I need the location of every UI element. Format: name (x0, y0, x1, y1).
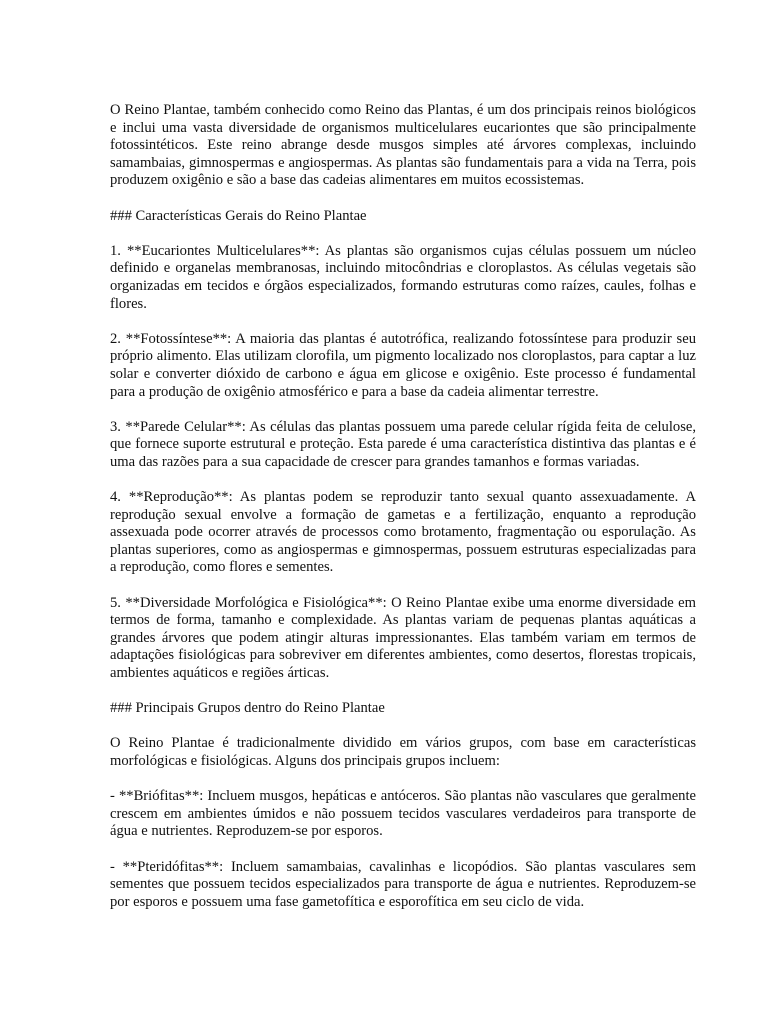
group-paragraph: - **Pteridófitas**: Incluem samambaias, cavalinhas e licopódios. São plantas vasculares sem sementes que possuem tecidos especializados para transporte de água e nutrientes. Reproduzem-se por esporos e possuem uma fase gametofítica e esporofítica em seu ciclo de vida. (110, 858, 696, 910)
groups-intro-paragraph: O Reino Plantae é tradicionalmente dividido em vários grupos, com base em características morfológicas e fisiológicas. Alguns dos principais grupos incluem: (110, 735, 696, 769)
section-heading-characteristics: ### Características Gerais do Reino Plantae (110, 207, 367, 224)
characteristic-paragraph: 2. **Fotossíntese**: A maioria das plantas é autotrófica, realizando fotossíntese para produzir seu próprio alimento. Elas utilizam clorofila, um pigmento localizado nos cloroplastos, para captar a luz solar e converter dióxido de carbono e água em glicose e oxigênio. Este processo é fundamental para a produção de oxigênio atmosférico e para a base da cadeia alimentar terrestre. (110, 330, 696, 400)
characteristic-paragraph: 3. **Parede Celular**: As células das plantas possuem uma parede celular rígida feita de celulose, que fornece suporte estrutural e proteção. Esta parede é uma característica distintiva das plantas e é uma das razões para a sua capacidade de crescer para grandes tamanhos e formas variadas. (110, 418, 696, 470)
characteristic-paragraph: 5. **Diversidade Morfológica e Fisiológica**: O Reino Plantae exibe uma enorme diversidade em termos de forma, tamanho e complexidade. As plantas variam de pequenas plantas aquáticas a grandes árvores que podem atingir alturas impressionantes. Elas também variam em termos de adaptações fisiológicas para sobreviver em diferentes ambientes, como desertos, florestas tropicais, ambientes aquáticos e regiões árticas. (110, 594, 696, 681)
characteristic-paragraph: 4. **Reprodução**: As plantas podem se reproduzir tanto sexual quanto assexuadamente. A reprodução sexual envolve a formação de gametas e a fertilização, enquanto a reprodução assexuada pode ocorrer através de processos como brotamento, fragmentação ou esporulação. As plantas superiores, como as angiospermas e gimnospermas, possuem estruturas especializadas para a reprodução, como flores e sementes. (110, 489, 696, 576)
characteristic-paragraph: 1. **Eucariontes Multicelulares**: As plantas são organismos cujas células possuem um núcleo definido e organelas membranosas, incluindo mitocôndrias e cloroplastos. As células vegetais são organizadas em tecidos e órgãos especializados, formando estruturas como raízes, caules, folhas e flores. (110, 242, 696, 312)
document-body (110, 102, 696, 929)
group-paragraph: - **Briófitas**: Incluem musgos, hepáticas e antóceros. São plantas não vasculares que geralmente crescem em ambientes úmidos e não possuem tecidos vasculares verdadeiros para transporte de água e nutrientes. Reproduzem-se por esporos. (110, 788, 696, 840)
intro-paragraph: O Reino Plantae, também conhecido como Reino das Plantas, é um dos principais reinos biológicos e inclui uma vasta diversidade de organismos multicelulares eucariontes que são principalmente fotossintéticos. Este reino abrange desde musgos simples até árvores complexas, incluindo samambaias, gimnospermas e angiospermas. As plantas são fundamentais para a vida na Terra, pois produzem oxigênio e são a base das cadeias alimentares em muitos ecossistemas. (110, 102, 696, 189)
section-heading-groups: ### Principais Grupos dentro do Reino Plantae (110, 700, 385, 717)
